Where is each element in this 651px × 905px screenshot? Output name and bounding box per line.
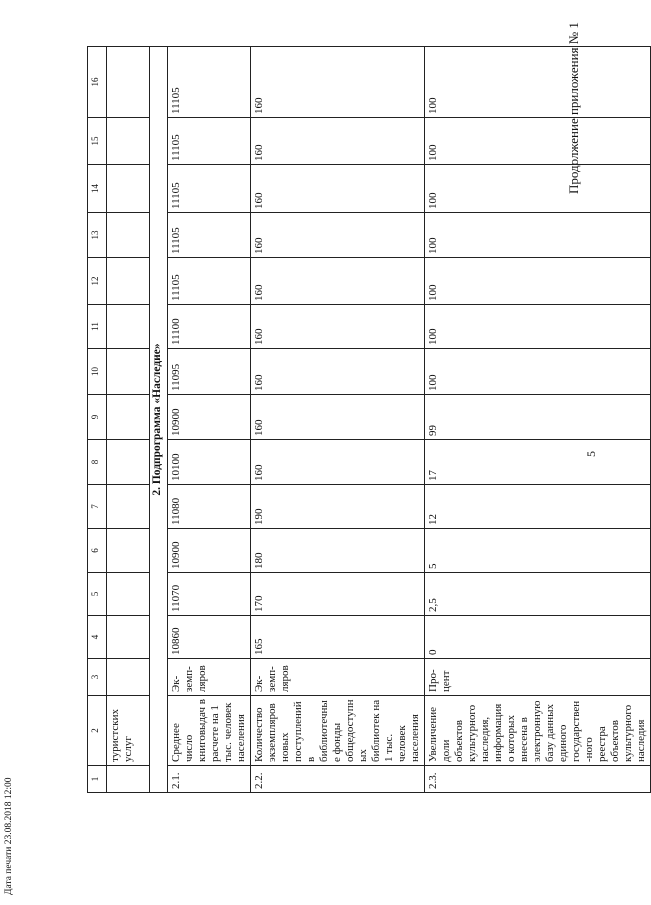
value-cell: 100 (425, 118, 651, 165)
indicator-name: Увеличение доли объектов культурного наследия, информация о которых внесена в электронную базу данных единого государствен-ного реестра объектов культурного наследия (425, 696, 651, 766)
value-cell: 165 (251, 616, 425, 659)
value-cell: 11070 (168, 573, 251, 616)
unit: Про-цент (425, 659, 651, 696)
value-cell: 17 (425, 440, 651, 485)
column-number: 3 (88, 659, 107, 696)
value-cell: 99 (425, 395, 651, 440)
value-cell: 10860 (168, 616, 251, 659)
column-number: 6 (88, 529, 107, 573)
value-cell: 5 (425, 529, 651, 573)
value-cell: 190 (251, 485, 425, 529)
value-cell: 160 (251, 118, 425, 165)
value-cell: 11100 (168, 305, 251, 349)
column-number: 7 (88, 485, 107, 529)
value-cell: 11105 (168, 213, 251, 258)
value-cell: 180 (251, 529, 425, 573)
unit: Эк-земп-ляров (251, 659, 425, 696)
value-cell: 170 (251, 573, 425, 616)
table-row (425, 47, 651, 793)
column-number: 11 (88, 305, 107, 349)
value-cell: 0 (425, 616, 651, 659)
indicator-name: Среднее число книговыдач в расчете на 1 тыс. человек населения (168, 696, 251, 766)
value-cell: 160 (251, 349, 425, 395)
value-cell: 160 (251, 213, 425, 258)
column-number: 5 (88, 573, 107, 616)
value-cell: 11095 (168, 349, 251, 395)
column-number: 2 (88, 696, 107, 766)
value-cell: 2,5 (425, 573, 651, 616)
value-cell: 11080 (168, 485, 251, 529)
value-cell: 100 (425, 258, 651, 305)
continued-row (107, 47, 150, 793)
table-row (251, 47, 425, 793)
row-number: 2.1. (168, 766, 251, 793)
appendix-title: Продолжение приложения № 1 (566, 22, 581, 194)
continued-row-text: туристских услуг (107, 696, 150, 766)
indicator-name: Количество экземпляров новых поступлений в библиотечные фонды общедоступных библиотек на 1 тыс. человек населения (251, 696, 425, 766)
value-cell: 12 (425, 485, 651, 529)
column-number: 1 (88, 766, 107, 793)
column-number: 14 (88, 165, 107, 213)
value-cell: 11105 (168, 165, 251, 213)
value-cell: 100 (425, 349, 651, 395)
value-cell: 160 (251, 440, 425, 485)
value-cell: 10900 (168, 395, 251, 440)
value-cell: 160 (251, 165, 425, 213)
page-number: 5 (584, 451, 598, 457)
value-cell: 100 (425, 165, 651, 213)
row-number: 2.3. (425, 766, 651, 793)
column-number-row (88, 47, 107, 793)
value-cell: 100 (425, 213, 651, 258)
table-row (168, 47, 251, 793)
column-number: 10 (88, 349, 107, 395)
column-number: 15 (88, 118, 107, 165)
column-number: 13 (88, 213, 107, 258)
value-cell: 11105 (168, 47, 251, 118)
column-number: 9 (88, 395, 107, 440)
value-cell: 160 (251, 47, 425, 118)
value-cell: 160 (251, 258, 425, 305)
indicators-table (87, 46, 651, 793)
column-number: 16 (88, 47, 107, 118)
value-cell: 11105 (168, 258, 251, 305)
value-cell: 10900 (168, 529, 251, 573)
column-number: 8 (88, 440, 107, 485)
print-date: Дата печати 23.08.2018 12:00 (4, 777, 14, 895)
unit: Эк-земп-ляров (168, 659, 251, 696)
column-number: 12 (88, 258, 107, 305)
value-cell: 160 (251, 395, 425, 440)
value-cell: 10100 (168, 440, 251, 485)
row-number: 2.2. (251, 766, 425, 793)
value-cell: 11105 (168, 118, 251, 165)
value-cell: 160 (251, 305, 425, 349)
value-cell: 100 (425, 305, 651, 349)
subprogram-header-row (150, 47, 168, 793)
value-cell: 100 (425, 47, 651, 118)
subprogram-title: 2. Подпрограмма «Наследие» (150, 47, 168, 793)
column-number: 4 (88, 616, 107, 659)
